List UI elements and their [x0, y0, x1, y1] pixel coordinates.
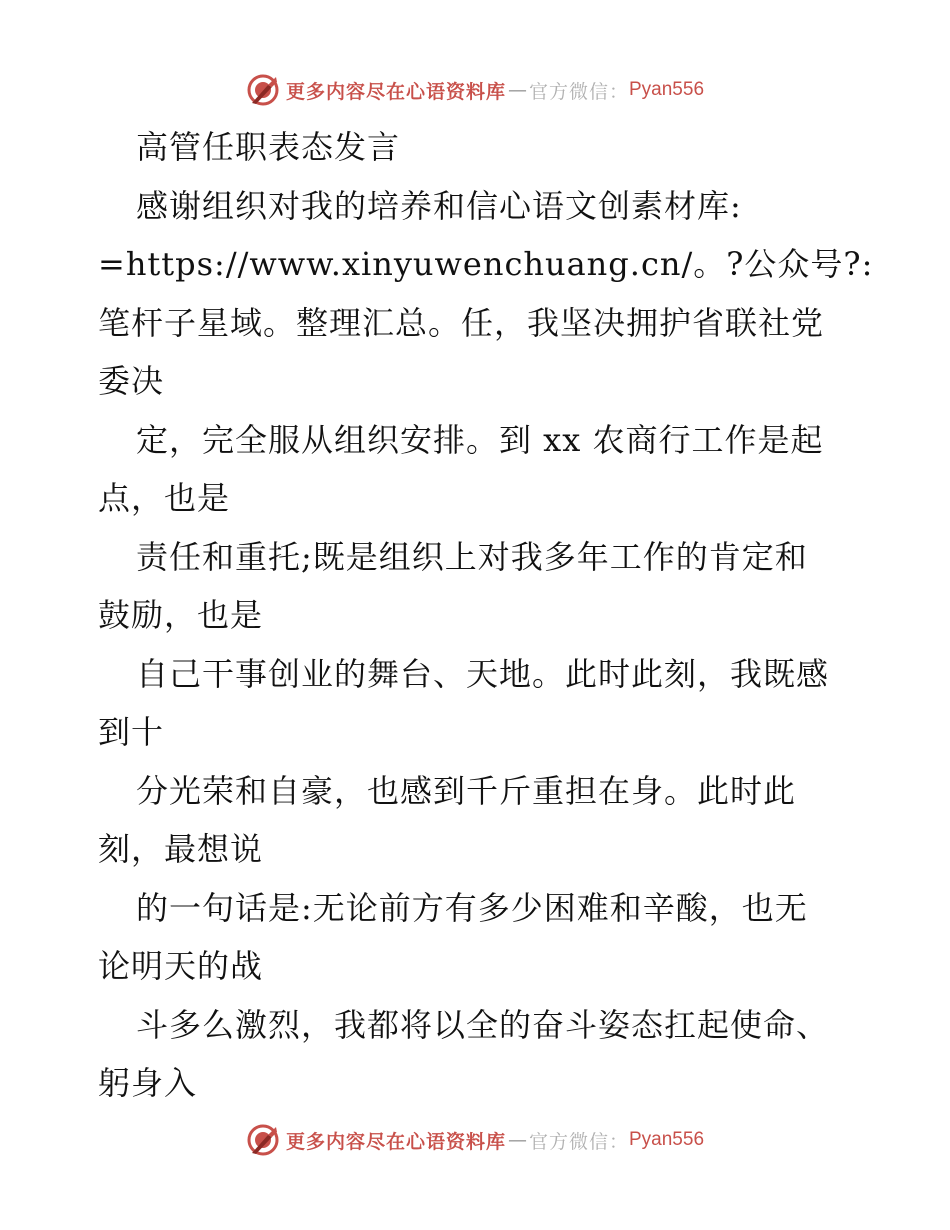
footer-banner	[0, 1118, 950, 1162]
banner-main-text: 更多内容尽在心语资料库	[285, 1130, 506, 1153]
text-line: 委决	[98, 362, 165, 400]
text-line: 躬身入	[98, 1064, 198, 1102]
pen-logo-icon	[246, 1123, 280, 1157]
banner-separator: —	[507, 79, 527, 101]
banner-wechat-label: 官方微信：	[528, 80, 629, 103]
banner-wechat-id: Pyan556	[629, 1129, 705, 1150]
banner-wechat-label: 官方微信：	[528, 1130, 629, 1153]
text-line: 的一句话是:无论前方有多少困难和辛酸，也无	[136, 888, 808, 927]
header-banner	[0, 68, 950, 112]
text-line: 笔杆子星域。整理汇总。任，我坚决拥护省联社党	[98, 303, 825, 342]
text-line: 分光荣和自豪，也感到千斤重担在身。此时此	[136, 771, 797, 810]
banner-wechat-id: Pyan556	[629, 79, 705, 100]
text-line: 鼓励，也是	[98, 596, 264, 634]
text-line: 责任和重托;既是组织上对我多年工作的肯定和	[136, 537, 808, 576]
text-line: 斗多么激烈，我都将以全的奋斗姿态扛起使命、	[136, 1005, 830, 1044]
text-line: 点，也是	[98, 479, 231, 517]
text-line: 刻，最想说	[98, 830, 264, 868]
pen-logo-icon	[246, 73, 280, 107]
text-line: 到十	[98, 713, 165, 751]
document-body	[98, 118, 874, 1113]
banner-main-text: 更多内容尽在心语资料库	[285, 80, 506, 103]
document-title: 高管任职表态发言	[136, 128, 401, 166]
text-line: 论明天的战	[98, 947, 264, 985]
banner-separator: —	[507, 1129, 527, 1151]
text-line: 定，完全服从组织安排。到 xx 农商行工作是起	[136, 420, 824, 459]
text-line: 自己干事创业的舞台、天地。此时此刻，我既感	[136, 654, 830, 693]
text-line: =https://www.xinyuwenchuang.cn/。?公众号?:	[98, 245, 874, 283]
text-line: 感谢组织对我的培养和信心语文创素材库:	[136, 186, 742, 225]
